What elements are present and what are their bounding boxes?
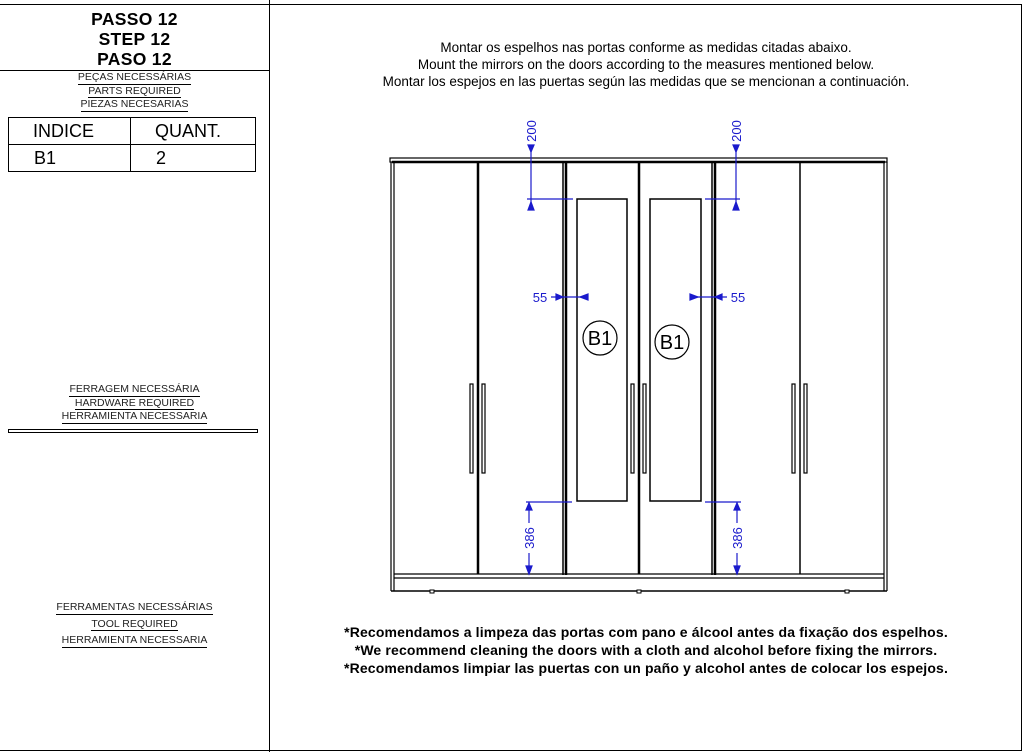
handle-icon	[643, 384, 646, 473]
wardrobe-outline	[390, 158, 887, 593]
cell-index: B1	[9, 145, 131, 172]
parts-heading-es: PIEZAS NECESARIAS	[80, 98, 189, 110]
recommendation-pt: *Recomendamos a limpeza das portas com pano e álcool antes da fixação dos espelhos.	[344, 624, 948, 640]
parts-heading-pt: PEÇAS NECESSÁRIAS	[77, 71, 192, 83]
handle-icon	[482, 384, 485, 473]
tools-heading-es: HERRAMIENTA NECESSARIA	[61, 634, 208, 646]
column-header-index: INDICE	[9, 118, 131, 145]
column-header-quantity: QUANT.	[131, 118, 256, 145]
instruction-pt: Montar os espelhos nas portas conforme as medidas citadas abaixo.	[440, 40, 852, 55]
step-title-es: PASO 12	[97, 49, 172, 69]
handle-icon	[792, 384, 795, 473]
step-title-en: STEP 12	[98, 29, 171, 49]
handle-icon	[804, 384, 807, 473]
dim-top-right: 200	[729, 120, 744, 142]
dimension-lines	[526, 145, 741, 574]
tools-heading-en: TOOL REQUIRED	[91, 617, 178, 630]
recommendation-es: *Recomendamos limpiar las puertas con un paño y alcohol antes de colocar los espejos.	[343, 660, 949, 676]
handle-icon	[631, 384, 634, 473]
dim-top-left: 200	[524, 120, 539, 142]
hardware-heading-pt: FERRAGEM NECESSÁRIA	[69, 383, 200, 395]
tools-heading-pt: FERRAMENTAS NECESSÁRIAS	[56, 601, 213, 613]
hardware-heading-en: HARDWARE REQUIRED	[74, 396, 195, 409]
handle-icon	[470, 384, 473, 473]
mirror-label-right: B1	[659, 332, 685, 354]
parts-heading-en: PARTS REQUIRED	[88, 84, 181, 97]
cell-quantity: 2	[131, 145, 256, 172]
recommendation-en: *We recommend cleaning the doors with a cloth and alcohol before fixing the mirrors.	[354, 642, 938, 658]
instruction-es: Montar los espejos en las puertas según las medidas que se mencionan a continuación.	[382, 74, 910, 89]
dim-side-right: 55	[730, 290, 746, 305]
dim-bottom-left: 386	[522, 527, 537, 549]
mirror-labels	[583, 321, 689, 359]
dim-side-left: 55	[532, 290, 548, 305]
dim-bottom-right: 386	[730, 527, 745, 549]
instruction-en: Mount the mirrors on the doors according to the measures mentioned below.	[417, 57, 875, 72]
mirror-left	[577, 199, 627, 501]
hardware-heading-es: HERRAMIENTA NECESSARIA	[61, 410, 208, 422]
mirror-label-left: B1	[587, 328, 613, 350]
cleaning-recommendations	[270, 623, 1022, 677]
step-title-pt: PASSO 12	[91, 9, 178, 29]
